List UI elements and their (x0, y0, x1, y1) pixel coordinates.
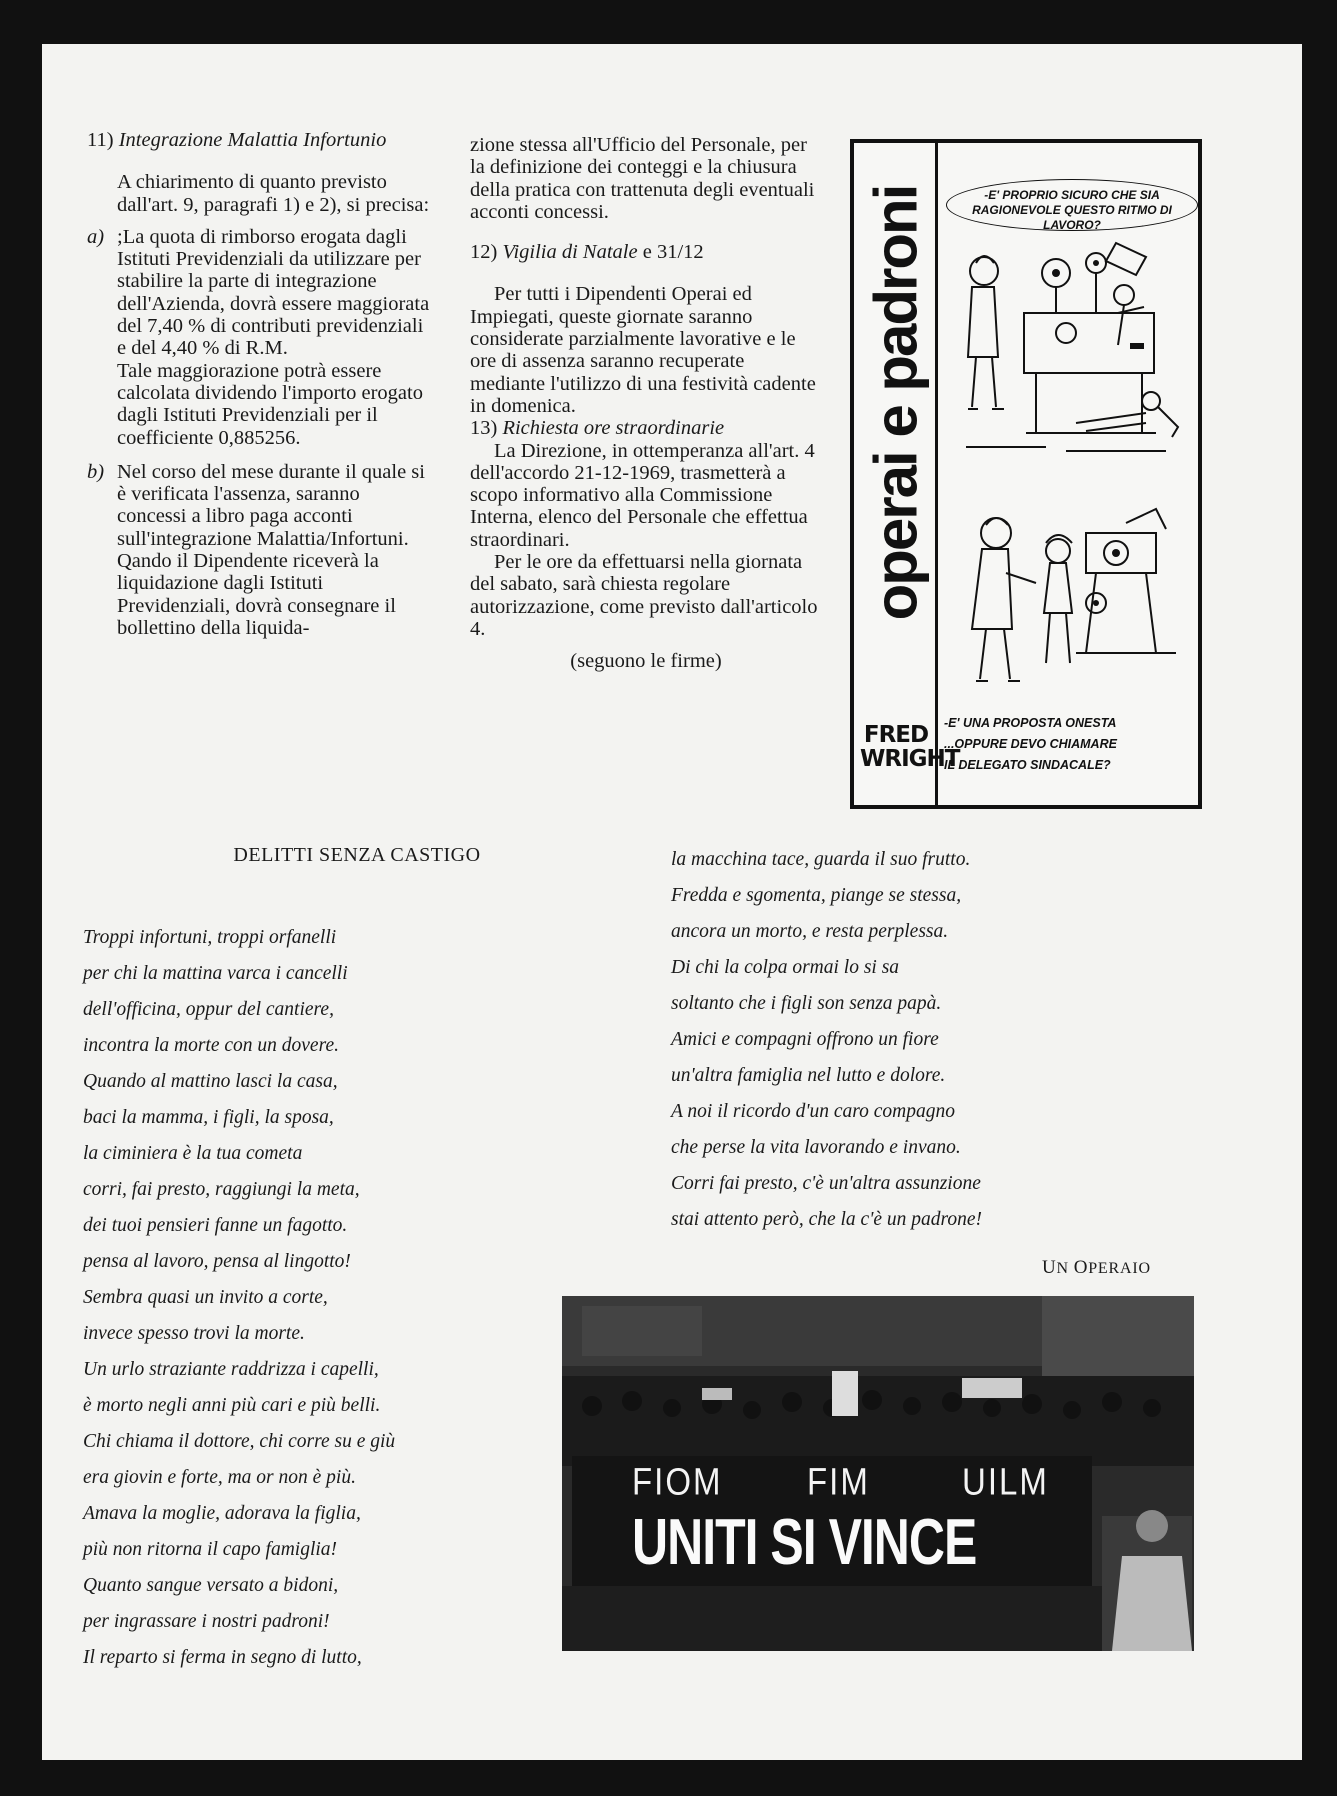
section-13-title: Richiesta ore straordinarie (502, 417, 725, 440)
cartoon-panel (850, 139, 1202, 809)
poem-line: A noi il ricordo d'un caro compagno (671, 1101, 956, 1122)
poem-line: era giovin e forte, ma or non è più. (83, 1467, 356, 1488)
poem-line: più non ritorna il capo famiglia! (83, 1539, 338, 1560)
poem-signature (1042, 1257, 1151, 1279)
banner-slogan: UNITI SI VINCE (632, 1505, 977, 1579)
section-11-item-a (87, 226, 433, 449)
cartoon-drawing-top (946, 233, 1196, 463)
signature-rest-1: N (1056, 1260, 1074, 1277)
section-13-text: La Direzione, in ottemperanza all'art. 4 dell'accordo 21-12-1969, trasmetterà a scopo informativo alla Commissione Interna, elenco del Personale che effettua straordinari. (470, 439, 815, 551)
cartoon-title: operai e padroni (862, 185, 930, 621)
poem-line: soltanto che i figli son senza papà. (671, 993, 942, 1014)
item-b-marker: b) (87, 460, 105, 483)
author-line-2: WRIGHT (860, 746, 960, 772)
poem-line: un'altra famiglia nel lutto e dolore. (671, 1065, 946, 1086)
cartoon-drawing-bottom (946, 503, 1196, 703)
poem-line: invece spesso trovi la morte. (83, 1323, 305, 1344)
bubble-2-line-2: ...OPPURE DEVO CHIAMARE (944, 737, 1117, 751)
item-b-text: Nel corso del mese durante il quale si è verificata l'assenza, saranno concessi a libro paga acconti sull'integrazione Malattia/Infortuni. (117, 460, 425, 550)
section-13-number: 13) (470, 417, 498, 440)
document-page (42, 44, 1302, 1760)
article-column-2 (470, 134, 822, 673)
section-11-number: 11) (87, 129, 114, 151)
section-11-continuation: zione stessa all'Ufficio del Personale, per la definizione dei conteggi e la chiusura della pratica con trattenuta degli eventuali acconti concessi. (470, 134, 815, 223)
poem-line: incontra la morte con un dovere. (83, 1035, 339, 1056)
signature-cap-1: U (1042, 1257, 1057, 1278)
poem-line: stai attento però, che la c'è un padrone! (671, 1209, 983, 1230)
section-12-number: 12) (470, 241, 498, 264)
section-13-text-2: Per le ore da effettuarsi nella giornata del sabato, sarà chiesta regolare autorizzazione, come previsto dall'articolo 4. (470, 551, 818, 640)
poem-line: dell'officina, oppur del cantiere, (83, 999, 334, 1020)
poem-right-column (671, 842, 1141, 1238)
poem-line: Il reparto si ferma in segno di lutto, (83, 1647, 362, 1668)
poem-title: DELITTI SENZA CASTIGO (233, 844, 481, 866)
poem-line: che perse la vita lavorando e invano. (671, 1137, 961, 1158)
poem-line: Un urlo straziante raddrizza i capelli, (83, 1359, 379, 1380)
poem-line: Amava la moglie, adorava la figlia, (83, 1503, 361, 1524)
section-12-text: Per tutti i Dipendenti Operai ed Impiegati, queste giornate saranno considerate parzialmente lavorative e le ore di assenza saranno recuperate mediante l'utilizzo di una festività cadente in domenica. (470, 283, 816, 417)
banner-union-1: FIOM (632, 1460, 723, 1503)
bubble-2-line-3: IL DELEGATO SINDACALE? (944, 758, 1111, 772)
section-12-title: Vigilia di Natale (502, 241, 638, 264)
poem-line: Di chi la colpa ormai lo si sa (671, 957, 900, 978)
poem-line: Sembra quasi un invito a corte, (83, 1287, 328, 1308)
section-13-heading (470, 417, 822, 439)
poem-line: corri, fai presto, raggiungi la meta, (83, 1179, 360, 1200)
banner-union-2: FIM (807, 1460, 870, 1503)
section-11-title: Integrazione Malattia Infortunio (118, 129, 387, 151)
poem-line: pensa al lavoro, pensa al lingotto! (83, 1251, 351, 1272)
poem-line: dei tuoi pensieri fanne un fagotto. (83, 1215, 348, 1236)
poem-line: Fredda e sgomenta, piange se stessa, (671, 885, 962, 906)
banner-union-3: UILM (962, 1460, 1049, 1503)
cartoon-spine (854, 143, 960, 805)
signature-rest-2: PERAIO (1088, 1260, 1151, 1277)
item-a-text-2: Tale maggiorazione potrà essere calcolata dividendo l'importo erogato dagli Istituti Previdenziali per il coefficiente 0,885256. (117, 359, 423, 449)
cartoon-author (860, 722, 960, 772)
item-a-text: ;La quota di rimborso erogata dagli Istituti Previdenziali da utilizzare per stabilire la parte di integrazione dell'Azienda, dovrà essere maggiorata del 7,40 % di contributi previdenziali e del 4,40 % di R.M. (117, 225, 430, 360)
item-a-marker: a) (87, 225, 105, 248)
speech-bubble-bottom (944, 713, 1199, 776)
closing-note: (seguono le firme) (570, 650, 722, 673)
poem-line: Amici e compagni offrono un fiore (671, 1029, 939, 1050)
section-11-item-b (87, 461, 433, 639)
speech-bubble-top: -E' PROPRIO SICURO CHE SIA RAGIONEVOLE QUESTO RITMO DI LAVORO? (946, 179, 1198, 231)
bubble-2-line-1: -E' UNA PROPOSTA ONESTA (944, 716, 1117, 730)
poem-line: la ciminiera è la tua cometa (83, 1143, 303, 1164)
signature-cap-2: O (1073, 1257, 1089, 1278)
poem-line: la macchina tace, guarda il suo frutto. (671, 849, 971, 870)
poem-line: per ingrassare i nostri padroni! (83, 1611, 330, 1632)
poem-line: Quanto sangue versato a bidoni, (83, 1575, 339, 1596)
poem-line: è morto negli anni più cari e più belli. (83, 1395, 381, 1416)
poem-line: Troppi infortuni, troppi orfanelli (83, 927, 337, 948)
poem-line: per chi la mattina varca i cancelli (83, 963, 348, 984)
author-line-1: FRED (863, 722, 929, 748)
demonstration-photo (562, 1296, 1194, 1651)
poem-line: Corri fai presto, c'è un'altra assunzione (671, 1173, 981, 1194)
section-11-heading (87, 129, 433, 151)
poem-left-column (83, 920, 503, 1676)
section-12-heading (470, 241, 822, 263)
section-12-title-tail: e 31/12 (642, 241, 704, 264)
poem-line: Chi chiama il dottore, chi corre su e giù (83, 1431, 396, 1452)
article-column-1 (87, 129, 433, 639)
section-11-intro: A chiarimento di quanto previsto dall'art. 9, paragrafi 1) e 2), si precisa: (117, 171, 430, 216)
poem-line: Quando al mattino lasci la casa, (83, 1071, 338, 1092)
item-b-text-2: Qando il Dipendente riceverà la liquidazione dagli Istituti Previdenziali, dovrà consegnare il bollettino della liquida- (117, 550, 396, 639)
poem-line: baci la mamma, i figli, la sposa, (83, 1107, 334, 1128)
poem-line: ancora un morto, e resta perplessa. (671, 921, 949, 942)
